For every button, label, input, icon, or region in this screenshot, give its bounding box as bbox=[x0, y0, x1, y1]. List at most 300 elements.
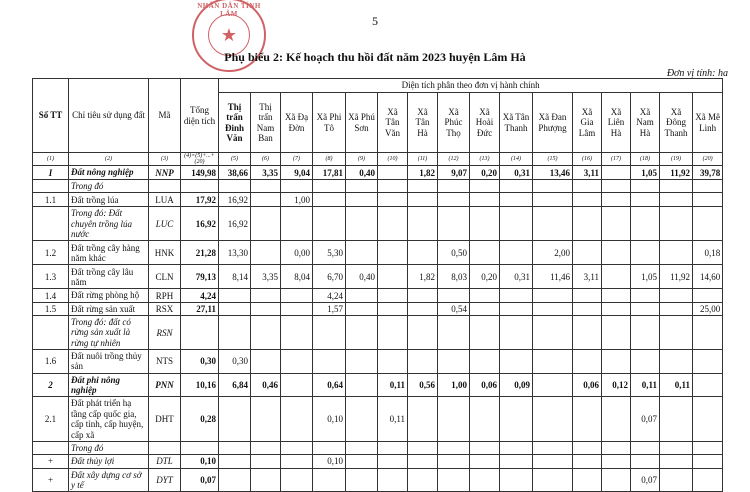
row-value bbox=[631, 193, 660, 207]
row-name: Trong đó bbox=[69, 180, 149, 193]
row-value bbox=[281, 289, 313, 302]
row-value bbox=[573, 468, 602, 492]
row-value bbox=[470, 289, 500, 302]
row-value bbox=[631, 350, 660, 374]
row-stt: 2.1 bbox=[33, 397, 69, 441]
row-value bbox=[660, 180, 693, 193]
row-code: NNP bbox=[149, 166, 181, 180]
row-value bbox=[251, 316, 281, 350]
row-code: LUC bbox=[149, 207, 181, 241]
header-unit: Xã Phúc Thọ bbox=[438, 93, 470, 153]
row-value bbox=[533, 316, 573, 350]
row-value: 3,35 bbox=[251, 265, 281, 289]
column-index: (5) bbox=[219, 153, 251, 166]
column-index: (7) bbox=[281, 153, 313, 166]
row-value bbox=[281, 441, 313, 454]
row-value bbox=[438, 455, 470, 468]
row-value bbox=[693, 350, 723, 374]
row-total: 21,28 bbox=[181, 241, 219, 265]
row-total bbox=[181, 316, 219, 350]
row-value: 8,03 bbox=[438, 265, 470, 289]
row-value bbox=[313, 180, 346, 193]
row-value bbox=[408, 316, 438, 350]
row-value bbox=[408, 302, 438, 315]
row-value bbox=[631, 180, 660, 193]
row-value bbox=[219, 468, 251, 492]
row-stt: 1.2 bbox=[33, 241, 69, 265]
row-value bbox=[533, 373, 573, 397]
row-stt: 2 bbox=[33, 373, 69, 397]
row-code: HNK bbox=[149, 241, 181, 265]
row-value bbox=[693, 316, 723, 350]
header-total: Tổng diện tích bbox=[181, 79, 219, 153]
table-row bbox=[33, 441, 723, 454]
row-value: 0,07 bbox=[631, 397, 660, 441]
row-value bbox=[602, 265, 631, 289]
row-value: 1,57 bbox=[313, 302, 346, 315]
row-value: 38,66 bbox=[219, 166, 251, 180]
row-code: DHT bbox=[149, 397, 181, 441]
row-stt: 1.5 bbox=[33, 302, 69, 315]
row-value bbox=[693, 397, 723, 441]
header-unit: Xã Nam Hà bbox=[631, 93, 660, 153]
column-index: (6) bbox=[251, 153, 281, 166]
row-value: 0,20 bbox=[470, 166, 500, 180]
row-value bbox=[378, 455, 408, 468]
row-value bbox=[533, 289, 573, 302]
row-value bbox=[533, 180, 573, 193]
row-value bbox=[438, 193, 470, 207]
row-name: Đất trồng cây hàng năm khác bbox=[69, 241, 149, 265]
row-value bbox=[346, 207, 378, 241]
row-value bbox=[281, 373, 313, 397]
row-value bbox=[313, 468, 346, 492]
row-value bbox=[346, 350, 378, 374]
table-row bbox=[33, 193, 723, 207]
row-value bbox=[346, 316, 378, 350]
row-value bbox=[602, 468, 631, 492]
row-value: 6,84 bbox=[219, 373, 251, 397]
row-value: 16,92 bbox=[219, 193, 251, 207]
row-value: 5,30 bbox=[313, 241, 346, 265]
row-value bbox=[378, 302, 408, 315]
row-value bbox=[573, 289, 602, 302]
row-code: RSN bbox=[149, 316, 181, 350]
row-name: Đất rừng phòng hộ bbox=[69, 289, 149, 302]
row-value: 11,92 bbox=[660, 166, 693, 180]
row-value bbox=[281, 397, 313, 441]
row-value bbox=[533, 397, 573, 441]
row-value bbox=[500, 397, 533, 441]
row-value bbox=[313, 350, 346, 374]
row-value: 17,81 bbox=[313, 166, 346, 180]
row-value bbox=[251, 241, 281, 265]
column-index: (17) bbox=[602, 153, 631, 166]
row-value bbox=[470, 207, 500, 241]
row-name: Trong đó bbox=[69, 441, 149, 454]
row-value bbox=[660, 441, 693, 454]
row-value bbox=[219, 441, 251, 454]
row-value bbox=[408, 241, 438, 265]
row-value bbox=[500, 193, 533, 207]
row-value: 0,11 bbox=[631, 373, 660, 397]
row-value: 11,46 bbox=[533, 265, 573, 289]
row-value bbox=[281, 350, 313, 374]
row-code: CLN bbox=[149, 265, 181, 289]
row-name: Đất trồng cây lâu năm bbox=[69, 265, 149, 289]
row-value: 39,78 bbox=[693, 166, 723, 180]
header-unit: Thị trấn Đinh Văn bbox=[219, 93, 251, 153]
row-total: 0,30 bbox=[181, 350, 219, 374]
row-value bbox=[500, 289, 533, 302]
row-code: PNN bbox=[149, 373, 181, 397]
row-value bbox=[631, 207, 660, 241]
row-value bbox=[251, 468, 281, 492]
row-value: 13,30 bbox=[219, 241, 251, 265]
row-value bbox=[470, 316, 500, 350]
row-value bbox=[408, 193, 438, 207]
header-unit: Xã Tân Thanh bbox=[500, 93, 533, 153]
row-value: 0,12 bbox=[602, 373, 631, 397]
header-unit: Xã Liên Hà bbox=[602, 93, 631, 153]
row-value bbox=[346, 241, 378, 265]
row-value: 0,40 bbox=[346, 265, 378, 289]
header-unit: Xã Gia Lâm bbox=[573, 93, 602, 153]
row-value bbox=[281, 207, 313, 241]
header-stt: Số TT bbox=[33, 79, 69, 153]
page-number: 5 bbox=[372, 14, 378, 28]
row-value bbox=[408, 207, 438, 241]
row-value bbox=[573, 455, 602, 468]
row-name: Đất nuôi trồng thủy sản bbox=[69, 350, 149, 374]
row-value bbox=[500, 207, 533, 241]
row-value bbox=[378, 166, 408, 180]
row-stt: I bbox=[33, 166, 69, 180]
row-value bbox=[573, 241, 602, 265]
table-row bbox=[33, 397, 723, 441]
row-value: 0,31 bbox=[500, 166, 533, 180]
row-value bbox=[251, 350, 281, 374]
row-value bbox=[533, 207, 573, 241]
row-value bbox=[500, 180, 533, 193]
row-total: 0,07 bbox=[181, 468, 219, 492]
row-value bbox=[470, 193, 500, 207]
row-value bbox=[219, 180, 251, 193]
row-value bbox=[219, 397, 251, 441]
header-unit: Xã Đông Thanh bbox=[660, 93, 693, 153]
row-value bbox=[281, 468, 313, 492]
row-value bbox=[533, 441, 573, 454]
row-value bbox=[602, 193, 631, 207]
row-value bbox=[408, 180, 438, 193]
row-value bbox=[219, 302, 251, 315]
row-value bbox=[251, 441, 281, 454]
table-row bbox=[33, 373, 723, 397]
row-code: LUA bbox=[149, 193, 181, 207]
header-unit: Xã Đạ Đờn bbox=[281, 93, 313, 153]
header-unit: Xã Phi Tô bbox=[313, 93, 346, 153]
row-value bbox=[378, 316, 408, 350]
row-value bbox=[500, 455, 533, 468]
row-name: Đất trồng lúa bbox=[69, 193, 149, 207]
row-value bbox=[693, 441, 723, 454]
row-value bbox=[660, 350, 693, 374]
column-index: (15) bbox=[533, 153, 573, 166]
table-row bbox=[33, 207, 723, 241]
row-value bbox=[500, 441, 533, 454]
column-index: (2) bbox=[69, 153, 149, 166]
row-value: 0,00 bbox=[281, 241, 313, 265]
row-value: 0,09 bbox=[500, 373, 533, 397]
row-value: 13,46 bbox=[533, 166, 573, 180]
table-row bbox=[33, 180, 723, 193]
row-name: Đất thủy lợi bbox=[69, 455, 149, 468]
row-stt bbox=[33, 180, 69, 193]
row-value bbox=[660, 207, 693, 241]
row-stt bbox=[33, 441, 69, 454]
row-value bbox=[470, 397, 500, 441]
row-value bbox=[660, 316, 693, 350]
row-value bbox=[660, 241, 693, 265]
row-value bbox=[693, 289, 723, 302]
row-value bbox=[251, 397, 281, 441]
row-value: 9,07 bbox=[438, 166, 470, 180]
row-total: 0,10 bbox=[181, 455, 219, 468]
row-value: 0,40 bbox=[346, 166, 378, 180]
row-value bbox=[500, 468, 533, 492]
row-value bbox=[602, 289, 631, 302]
row-value bbox=[631, 316, 660, 350]
row-value bbox=[660, 455, 693, 468]
row-value: 8,04 bbox=[281, 265, 313, 289]
row-value bbox=[219, 455, 251, 468]
row-value bbox=[408, 289, 438, 302]
header-unit: Xã Phú Sơn bbox=[346, 93, 378, 153]
row-value bbox=[500, 350, 533, 374]
row-total: 10,16 bbox=[181, 373, 219, 397]
row-value bbox=[251, 302, 281, 315]
row-value bbox=[533, 193, 573, 207]
row-value bbox=[281, 316, 313, 350]
row-total: 4,24 bbox=[181, 289, 219, 302]
column-index: (14) bbox=[500, 153, 533, 166]
row-stt: 1.1 bbox=[33, 193, 69, 207]
row-value bbox=[693, 193, 723, 207]
row-value bbox=[219, 316, 251, 350]
row-value bbox=[378, 289, 408, 302]
row-value bbox=[602, 350, 631, 374]
row-value bbox=[378, 180, 408, 193]
table-row bbox=[33, 455, 723, 468]
row-value: 0,20 bbox=[470, 265, 500, 289]
row-code: DTL bbox=[149, 455, 181, 468]
row-name: Trong đó: Đất chuyên trồng lúa nước bbox=[69, 207, 149, 241]
row-name: Đất xây dựng cơ sở y tế bbox=[69, 468, 149, 492]
row-value bbox=[602, 397, 631, 441]
row-value bbox=[573, 397, 602, 441]
row-value bbox=[378, 441, 408, 454]
row-value bbox=[438, 207, 470, 241]
row-value bbox=[438, 441, 470, 454]
row-value bbox=[533, 455, 573, 468]
row-value: 0,11 bbox=[378, 397, 408, 441]
row-value bbox=[378, 207, 408, 241]
row-value bbox=[313, 193, 346, 207]
row-value bbox=[346, 468, 378, 492]
row-value: 0,11 bbox=[378, 373, 408, 397]
row-value: 0,30 bbox=[219, 350, 251, 374]
row-code: RSX bbox=[149, 302, 181, 315]
row-value bbox=[573, 193, 602, 207]
row-value bbox=[346, 180, 378, 193]
row-value bbox=[602, 316, 631, 350]
table-row bbox=[33, 316, 723, 350]
row-value bbox=[533, 350, 573, 374]
row-value: 1,05 bbox=[631, 166, 660, 180]
row-value bbox=[251, 455, 281, 468]
row-value bbox=[602, 441, 631, 454]
row-value bbox=[693, 468, 723, 492]
row-value: 11,92 bbox=[660, 265, 693, 289]
row-value bbox=[438, 468, 470, 492]
header-unit: Xã Tân Văn bbox=[378, 93, 408, 153]
row-value bbox=[378, 193, 408, 207]
row-value bbox=[631, 241, 660, 265]
row-stt: + bbox=[33, 468, 69, 492]
row-value bbox=[631, 289, 660, 302]
row-name: Đất phát triển hạ tầng cấp quốc gia, cấp tỉnh, cấp huyện, cấp xã bbox=[69, 397, 149, 441]
column-index: (19) bbox=[660, 153, 693, 166]
row-code: RPH bbox=[149, 289, 181, 302]
row-value: 0,06 bbox=[573, 373, 602, 397]
row-value: 14,60 bbox=[693, 265, 723, 289]
row-value: 0,06 bbox=[470, 373, 500, 397]
table-row bbox=[33, 241, 723, 265]
row-stt: + bbox=[33, 455, 69, 468]
row-value: 1,00 bbox=[281, 193, 313, 207]
row-value bbox=[313, 441, 346, 454]
row-value bbox=[346, 302, 378, 315]
unit-note: Đơn vị tính: ha bbox=[666, 68, 728, 79]
column-index: (8) bbox=[313, 153, 346, 166]
row-value bbox=[470, 180, 500, 193]
row-value bbox=[470, 241, 500, 265]
row-value bbox=[500, 316, 533, 350]
row-value bbox=[408, 468, 438, 492]
row-total: 27,11 bbox=[181, 302, 219, 315]
row-value bbox=[602, 241, 631, 265]
row-value bbox=[251, 289, 281, 302]
row-value bbox=[408, 441, 438, 454]
row-value bbox=[346, 441, 378, 454]
row-value: 16,92 bbox=[219, 207, 251, 241]
table-row bbox=[33, 289, 723, 302]
land-recovery-table bbox=[32, 78, 723, 492]
row-value bbox=[346, 397, 378, 441]
table-row bbox=[33, 265, 723, 289]
header-target: Chỉ tiêu sử dụng đất bbox=[69, 79, 149, 153]
row-value: 0,56 bbox=[408, 373, 438, 397]
row-value bbox=[693, 207, 723, 241]
seal-star-icon: ★ bbox=[208, 14, 250, 56]
row-value bbox=[602, 455, 631, 468]
row-value bbox=[693, 180, 723, 193]
row-value bbox=[573, 350, 602, 374]
header-unit: Xã Mê Linh bbox=[693, 93, 723, 153]
row-value bbox=[660, 397, 693, 441]
table-row bbox=[33, 350, 723, 374]
row-value bbox=[573, 302, 602, 315]
row-value: 3,11 bbox=[573, 166, 602, 180]
row-value bbox=[438, 316, 470, 350]
row-value bbox=[533, 302, 573, 315]
row-value bbox=[281, 180, 313, 193]
document-title: Phụ biểu 2: Kế hoạch thu hồi đất năm 2023 huyện Lâm Hà bbox=[224, 50, 526, 64]
row-value bbox=[573, 180, 602, 193]
row-value bbox=[573, 441, 602, 454]
row-code: DYT bbox=[149, 468, 181, 492]
row-value: 4,24 bbox=[313, 289, 346, 302]
row-value: 9,04 bbox=[281, 166, 313, 180]
row-value bbox=[408, 350, 438, 374]
row-value bbox=[500, 241, 533, 265]
row-value bbox=[602, 180, 631, 193]
header-admin-units: Diện tích phân theo đơn vị hành chính bbox=[219, 79, 723, 93]
column-index: (10) bbox=[378, 153, 408, 166]
row-code bbox=[149, 180, 181, 193]
row-value bbox=[378, 241, 408, 265]
row-stt: 1.6 bbox=[33, 350, 69, 374]
row-total: 16,92 bbox=[181, 207, 219, 241]
header-unit: Xã Đan Phượng bbox=[533, 93, 573, 153]
column-index: (12) bbox=[438, 153, 470, 166]
row-value: 0,11 bbox=[660, 373, 693, 397]
row-value bbox=[602, 166, 631, 180]
row-value bbox=[378, 265, 408, 289]
row-value bbox=[346, 289, 378, 302]
table-row bbox=[33, 166, 723, 180]
row-value: 0,64 bbox=[313, 373, 346, 397]
row-value bbox=[693, 373, 723, 397]
column-index: (3) bbox=[149, 153, 181, 166]
row-value bbox=[251, 180, 281, 193]
row-value bbox=[602, 207, 631, 241]
row-value: 6,70 bbox=[313, 265, 346, 289]
row-value bbox=[313, 207, 346, 241]
row-value bbox=[470, 302, 500, 315]
row-value bbox=[438, 397, 470, 441]
row-value bbox=[660, 468, 693, 492]
row-value bbox=[346, 193, 378, 207]
row-total bbox=[181, 441, 219, 454]
row-value bbox=[500, 302, 533, 315]
row-value bbox=[470, 350, 500, 374]
row-value bbox=[438, 289, 470, 302]
row-value: 1,82 bbox=[408, 166, 438, 180]
row-value bbox=[251, 207, 281, 241]
row-code: NTS bbox=[149, 350, 181, 374]
row-name: Trong đó: đất có rừng sản xuất là rừng tự nhiên bbox=[69, 316, 149, 350]
row-value bbox=[631, 441, 660, 454]
row-value bbox=[408, 397, 438, 441]
row-value bbox=[470, 455, 500, 468]
row-value bbox=[438, 350, 470, 374]
row-value bbox=[533, 468, 573, 492]
row-value: 0,10 bbox=[313, 397, 346, 441]
row-value bbox=[470, 468, 500, 492]
column-index: (20) bbox=[693, 153, 723, 166]
row-value bbox=[251, 193, 281, 207]
